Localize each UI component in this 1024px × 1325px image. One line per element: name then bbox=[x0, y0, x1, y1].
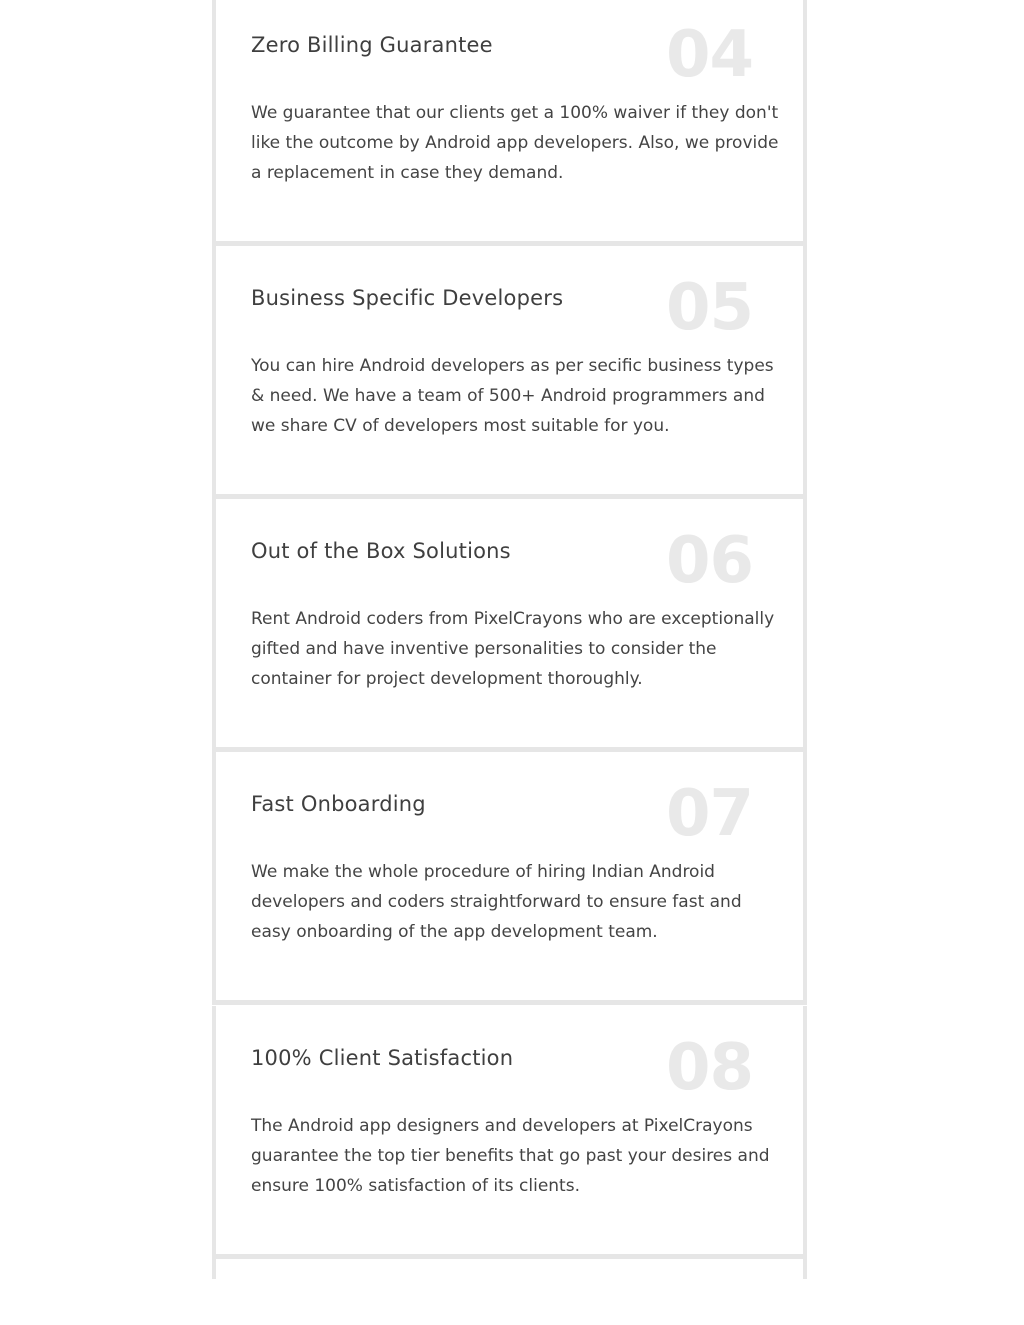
feature-number: 06 bbox=[666, 524, 754, 598]
feature-description: We make the whole procedure of hiring Indian Android developers and coders straightforward to ensure fast and easy onboarding of the app development team. bbox=[251, 862, 742, 942]
feature-card bbox=[212, 499, 807, 752]
feature-title: Out of the Box Solutions bbox=[251, 539, 511, 563]
features-list bbox=[212, 0, 807, 1279]
feature-description: You can hire Android developers as per secific business types & need. We have a team of 500+ Android programmers and we share CV of developers most suitable for you. bbox=[251, 356, 774, 436]
feature-number: 08 bbox=[666, 1031, 754, 1105]
feature-card bbox=[212, 246, 807, 499]
feature-number: 04 bbox=[666, 18, 754, 92]
feature-card bbox=[212, 752, 807, 1005]
feature-description: The Android app designers and developers at PixelCrayons guarantee the top tier benefits that go past your desires and ensure 100% satisfaction of its clients. bbox=[251, 1116, 770, 1196]
feature-card bbox=[212, 0, 807, 246]
feature-title: Business Specific Developers bbox=[251, 286, 564, 310]
feature-card bbox=[212, 1006, 807, 1259]
feature-title: Fast Onboarding bbox=[251, 792, 426, 816]
feature-number: 05 bbox=[666, 271, 754, 345]
feature-title: 100% Client Satisfaction bbox=[251, 1046, 514, 1070]
feature-description: Rent Android coders from PixelCrayons who are exceptionally gifted and have inventive personalities to consider the container for project development thoroughly. bbox=[251, 609, 775, 689]
feature-card-partial bbox=[212, 1259, 807, 1279]
feature-description: We guarantee that our clients get a 100% waiver if they don't like the outcome by Android app developers. Also, we provide a replacement in case they demand. bbox=[251, 103, 779, 183]
feature-title: Zero Billing Guarantee bbox=[251, 33, 493, 57]
feature-number: 07 bbox=[666, 777, 754, 851]
